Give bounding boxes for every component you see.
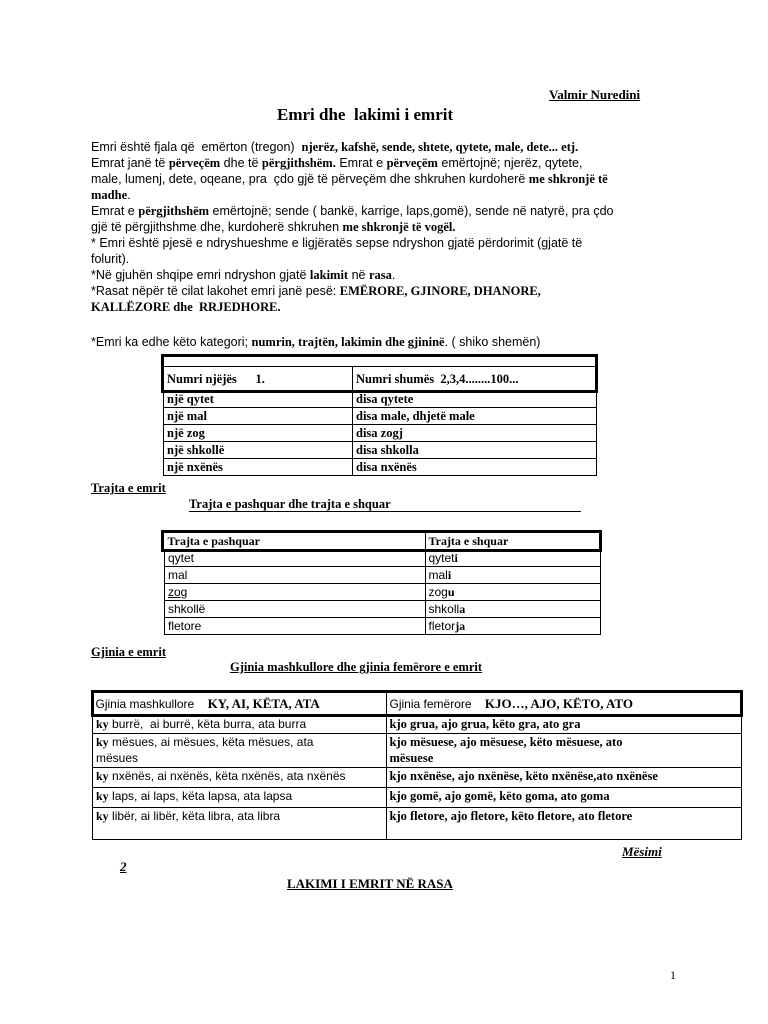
gjinia-subheading: Gjinia mashkullore dhe gjinia femërore e emrit <box>230 660 483 674</box>
table-cell: disa nxënës <box>353 459 597 476</box>
table-cell: një qytet <box>164 391 353 408</box>
table-cell: kjo mësuese, ajo mësuese, këto mësuese, ato mësuese <box>386 733 742 767</box>
table-header-row <box>93 693 742 715</box>
trajta-subheading: Trajta e pashquar dhe trajta e shquar <box>189 497 581 512</box>
table-cell: ky laps, ai laps, këta lapsa, ata lapsa <box>93 787 387 807</box>
table-cell: qytet <box>165 550 426 567</box>
table-cell: disa shkolla <box>353 442 597 459</box>
lakimi-heading: LAKIMI I EMRIT NË RASA <box>287 876 453 891</box>
table-header-cell: Trajta e shquar <box>425 533 601 550</box>
trajta-table <box>164 533 601 635</box>
table-row <box>165 618 601 635</box>
intro-line: folurit). <box>91 252 130 266</box>
table-cell: ky nxënës, ai nxënës, këta nxënës, ata nxënës <box>93 767 387 787</box>
table-row <box>165 584 601 601</box>
table-cell: fletorja <box>425 618 601 635</box>
gjinia-heading: Gjinia e emrit <box>91 645 166 659</box>
mesimi-label: Mësimi <box>622 844 662 859</box>
table-row <box>93 767 742 787</box>
table-cell: një shkollë <box>164 442 353 459</box>
lesson-number: 2 <box>120 859 127 874</box>
table-cell: kjo nxënëse, ajo nxënëse, këto nxënëse,ato nxënëse <box>386 767 742 787</box>
table-cell: qyteti <box>425 550 601 567</box>
page-title: Emri dhe lakimi i emrit <box>277 105 454 124</box>
table-cell: kjo gomë, ajo gomë, këto goma, ato goma <box>386 787 742 807</box>
table-cell: kjo grua, ajo grua, këto gra, ato gra <box>386 715 742 733</box>
intro-line: *Rasat nëpër të cilat lakohet emri janë pesë: EMËRORE, GJINORE, DHANORE, <box>91 284 541 298</box>
table-cell: një nxënës <box>164 459 353 476</box>
table-cell: disa zogj <box>353 425 597 442</box>
table-row <box>164 459 597 476</box>
table-row <box>165 601 601 618</box>
intro-paragraph <box>91 139 613 350</box>
table-row <box>93 733 742 767</box>
gjinia-table <box>92 693 742 840</box>
table-cell: shkolla <box>425 601 601 618</box>
table-header-cell: Numri njëjës 1. <box>164 367 353 391</box>
table-cell: disa male, dhjetë male <box>353 408 597 425</box>
trajta-heading: Trajta e emrit <box>91 481 166 495</box>
table-header-cell: Trajta e pashquar <box>167 534 260 548</box>
table-header-cell: Gjinia mashkullore KY, AI, KËTA, ATA <box>95 695 320 711</box>
table-cell: disa qytete <box>353 391 597 408</box>
intro-line-spacer <box>91 315 613 331</box>
table-cell: fletore <box>165 618 426 635</box>
table-row <box>93 787 742 807</box>
table-cell: ky burrë, ai burrë, këta burra, ata burra <box>93 715 387 733</box>
table-row <box>164 408 597 425</box>
intro-line: KALLËZORE dhe RRJEDHORE. <box>91 300 281 314</box>
author-name: Valmir Nuredini <box>549 87 641 102</box>
table-cell: kjo fletore, ajo fletore, këto fletore, ato fletore <box>386 807 742 839</box>
intro-line: gjë të përgjithshme dhe, kurdoherë shkruhen me shkronjë të vogël. <box>91 220 456 234</box>
intro-line: * Emri është pjesë e ndryshueshme e ligjëratës sepse ndryshon gjatë përdorimit (gjatë të <box>91 236 583 250</box>
table-cell: zogu <box>425 584 601 601</box>
page-number: 1 <box>670 968 676 982</box>
table-row <box>165 567 601 584</box>
intro-line: Emrat e përgjithshëm emërtojnë; sende ( bankë, karrige, laps,gomë), sende në natyrë, pra çdo <box>91 204 614 218</box>
table-row <box>165 550 601 567</box>
intro-line: male, lumenj, dete, oqeane, pra çdo gjë të përveçëm dhe shkruhen kurdoherë me shkronjë të <box>91 172 608 186</box>
table-row <box>93 715 742 733</box>
intro-line: Emrat janë të përveçëm dhe të përgjithshëm. Emrat e përveçëm emërtojnë; njerëz, qytete, <box>91 156 583 170</box>
table-header-row <box>164 367 597 391</box>
intro-line: Emri është fjala që emërton (tregon) njerëz, kafshë, sende, shtete, qytete, male, dete... etj. <box>91 140 579 154</box>
table-row <box>164 425 597 442</box>
table-cell: mal <box>165 567 426 584</box>
table-cell: ky mësues, ai mësues, këta mësues, ata mësues <box>93 733 387 767</box>
table-cell: shkollë <box>165 601 426 618</box>
intro-line: *Emri ka edhe këto kategori; numrin, trajtën, lakimin dhe gjininë. ( shiko shemën) <box>91 335 541 349</box>
table-cell: ky libër, ai libër, këta libra, ata libra <box>93 807 387 839</box>
intro-line: madhe. <box>91 188 131 202</box>
intro-line: *Në gjuhën shqipe emri ndryshon gjatë lakimit në rasa. <box>91 268 396 282</box>
table-header-cell: Gjinia femërore KJO…, AJO, KËTO, ATO <box>386 693 742 715</box>
table-cell: mali <box>425 567 601 584</box>
numri-table <box>163 366 597 476</box>
table-row <box>164 391 597 408</box>
table-header-row <box>165 533 601 550</box>
table-row <box>93 807 742 839</box>
table-row <box>164 442 597 459</box>
table-cell: një zog <box>164 425 353 442</box>
table-header-cell: Numri shumës 2,3,4........100... <box>353 367 597 391</box>
table-cell: një mal <box>164 408 353 425</box>
table-cell: zog <box>165 584 426 601</box>
